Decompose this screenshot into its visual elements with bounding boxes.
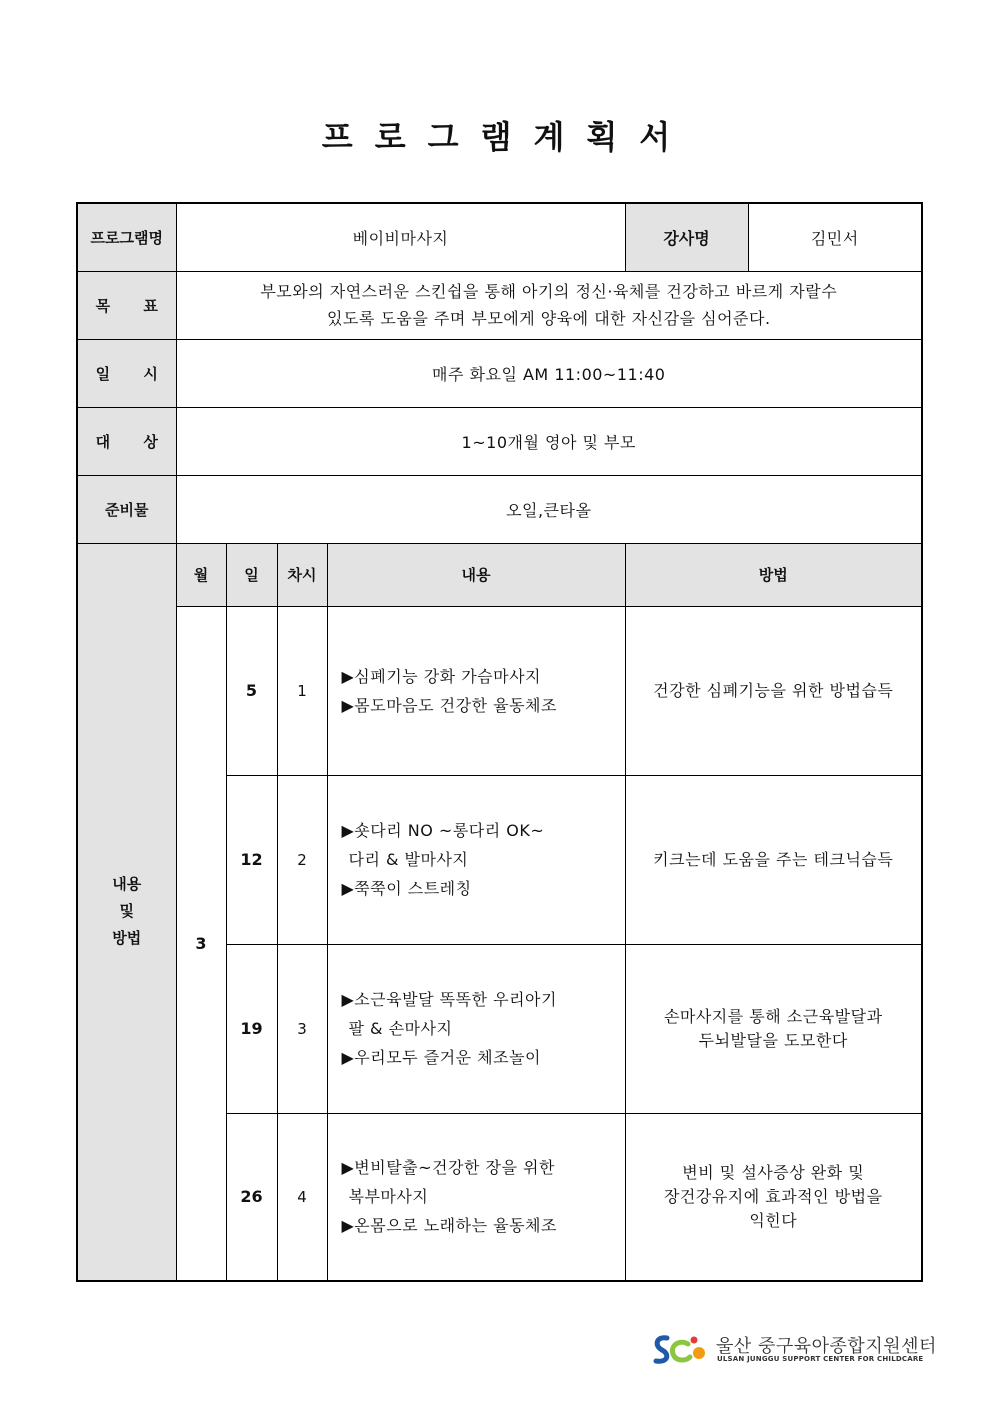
materials-row <box>77 475 922 543</box>
day-cell: 5 <box>226 606 277 775</box>
content-line: 복부마사지 <box>348 1187 429 1207</box>
goal-text <box>176 271 922 339</box>
method-line: 장건강유지에 효과적인 방법을 <box>663 1186 883 1206</box>
schedule-label: 일 시 <box>77 339 176 407</box>
instructor-value: 김민서 <box>748 203 922 271</box>
method-cell <box>625 606 922 775</box>
day-cell: 19 <box>226 944 277 1113</box>
instructor-label: 강사명 <box>625 203 748 271</box>
content-line: ▶온몸으로 노래하는 율동체조 <box>341 1216 557 1236</box>
materials-label: 준비물 <box>77 475 176 543</box>
content-cell <box>327 775 625 944</box>
content-cell <box>327 1113 625 1281</box>
day-cell: 12 <box>226 775 277 944</box>
goal-line-2: 있도록 도움을 주며 부모에게 양육에 대한 자신감을 심어준다. <box>326 309 771 328</box>
plan-section-label <box>77 543 176 1281</box>
month-header: 월 <box>176 543 226 606</box>
plan-header-row <box>77 543 922 606</box>
method-header: 방법 <box>625 543 922 606</box>
session-cell: 2 <box>277 775 327 944</box>
goal-line-1: 부모와의 자연스러운 스킨쉽을 통해 아기의 정신·육체를 건강하고 바르게 자랄수 <box>260 282 838 301</box>
center-name-english: ULSAN JUNGGU SUPPORT CENTER FOR CHILDCARE <box>717 1355 924 1363</box>
method-line: 건강한 심폐기능을 위한 방법습득 <box>653 680 894 700</box>
content-cell <box>327 606 625 775</box>
content-line: ▶숏다리 NO ~롱다리 OK~ <box>341 821 545 840</box>
schedule-value: 매주 화요일 AM 11:00~11:40 <box>176 339 922 407</box>
content-line: ▶소근육발달 똑똑한 우리아기 <box>341 990 557 1009</box>
center-logo-icon <box>650 1330 710 1370</box>
content-cell <box>327 944 625 1113</box>
content-line: ▶쭉쭉이 스트레칭 <box>341 879 472 898</box>
target-label: 대 상 <box>77 407 176 475</box>
content-line: 다리 & 발마사지 <box>348 850 469 869</box>
table-row <box>77 606 922 775</box>
session-cell: 3 <box>277 944 327 1113</box>
method-cell <box>625 775 922 944</box>
center-logo <box>650 1330 937 1370</box>
content-header: 내용 <box>327 543 625 606</box>
content-line: ▶우리모두 즐거운 체조놀이 <box>341 1048 541 1067</box>
target-row <box>77 407 922 475</box>
month-value: 3 <box>176 606 226 1281</box>
content-line: ▶심폐기능 강화 가슴마사지 <box>341 666 541 686</box>
method-line: 익힌다 <box>749 1210 798 1230</box>
program-plan-table <box>76 202 923 1282</box>
session-cell: 4 <box>277 1113 327 1281</box>
content-line: ▶몸도마음도 건강한 율동체조 <box>341 695 557 715</box>
schedule-row <box>77 339 922 407</box>
content-line: 팔 & 손마사지 <box>348 1019 453 1038</box>
day-cell: 26 <box>226 1113 277 1281</box>
method-line: 두뇌발달을 도모한다 <box>698 1030 848 1050</box>
center-name-korean: 울산 중구육아종합지원센터 <box>716 1336 937 1357</box>
method-line: 손마사지를 통해 소근육발달과 <box>663 1006 883 1026</box>
day-header: 일 <box>226 543 277 606</box>
method-cell <box>625 1113 922 1281</box>
program-name-label: 프로그램명 <box>77 203 176 271</box>
program-row <box>77 203 922 271</box>
plan-label-line-2: 및 <box>119 902 134 921</box>
goal-row <box>77 271 922 339</box>
method-line: 키크는데 도움을 주는 테크닉습득 <box>653 849 894 869</box>
target-value: 1~10개월 영아 및 부모 <box>176 407 922 475</box>
session-header: 차시 <box>277 543 327 606</box>
plan-label-line-3: 방법 <box>112 929 142 948</box>
goal-label: 목 표 <box>77 271 176 339</box>
method-line: 변비 및 설사증상 완화 및 <box>682 1162 865 1182</box>
content-line: ▶변비탈출~건강한 장을 위한 <box>341 1158 555 1178</box>
session-cell: 1 <box>277 606 327 775</box>
plan-label-line-1: 내용 <box>112 875 142 894</box>
method-cell <box>625 944 922 1113</box>
page-title: 프로그램계획서 <box>321 118 693 156</box>
materials-value: 오일,큰타올 <box>176 475 922 543</box>
program-name-value: 베이비마사지 <box>176 203 625 271</box>
